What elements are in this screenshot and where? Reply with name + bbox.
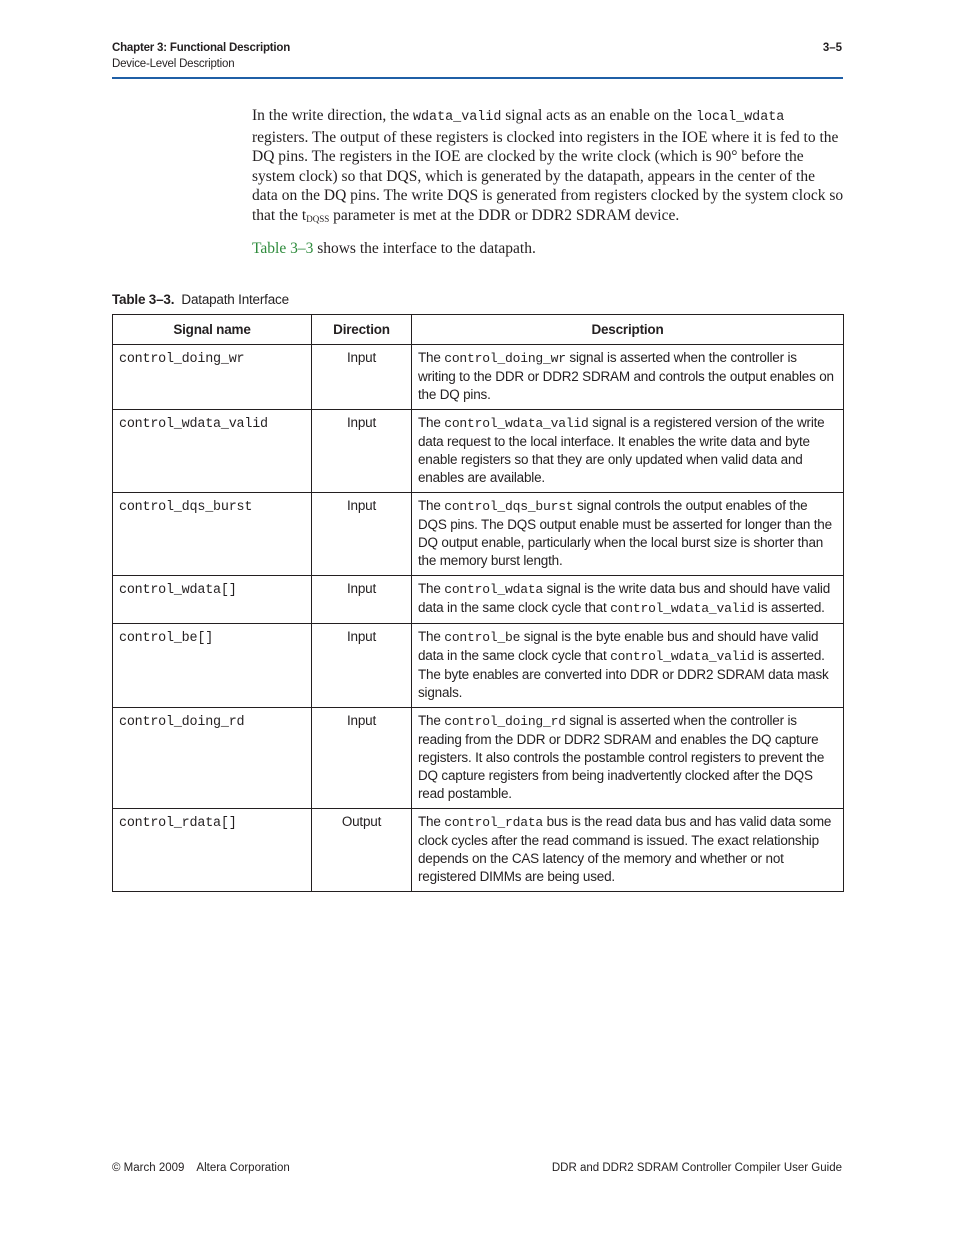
- direction-cell: Input: [312, 410, 412, 493]
- signal-name: control_dqs_burst: [119, 500, 253, 515]
- footer-doc-title: DDR and DDR2 SDRAM Controller Compiler User Guide: [551, 1162, 842, 1174]
- paragraph-write-direction: [252, 106, 844, 230]
- code-signal: control_doing_rd: [444, 714, 566, 729]
- description-cell: [412, 410, 844, 493]
- footer-left: [112, 1162, 290, 1174]
- signal-name: control_wdata[]: [119, 583, 237, 598]
- text-run: signal is asserted when the controller is reading from the DDR or DDR2 SDRAM and enables the DQ capture registers. It also controls the postamble control registers to prevent the DQ capture registers from being inadvertently clocked after the DQS read postamble.: [418, 713, 825, 801]
- direction-cell: Input: [312, 576, 412, 624]
- code-wdata-valid: wdata_valid: [412, 110, 502, 125]
- code-signal: control_wdata_valid: [444, 416, 589, 431]
- signal-name: control_doing_rd: [119, 715, 245, 730]
- footer-company: Altera Corporation: [196, 1162, 290, 1174]
- paragraph-table-reference: [252, 239, 844, 259]
- body-text: [252, 106, 844, 267]
- direction-cell: Output: [312, 809, 412, 892]
- signal-cell: [113, 708, 312, 809]
- text-run: The: [418, 581, 445, 596]
- description-cell: [412, 576, 844, 624]
- text-run: registers. The output of these registers is clocked into registers in the IOE where it is fed to the DQ pins. The registers in the IOE are clocked by the write clock (which is 90° before the system clock) so that DQS, which is generated by the datapath, appears in the center of the data on the DQ pins. The write DQS is generated from registers clocked by the system clock so that the t: [252, 128, 844, 224]
- direction-cell: Input: [312, 493, 412, 576]
- table-row: [113, 410, 844, 493]
- chapter-title: Chapter 3: Functional Description: [112, 42, 291, 54]
- header-signal-name: Signal name: [113, 315, 312, 345]
- code-signal: control_doing_wr: [444, 351, 566, 366]
- code-signal: control_wdata: [444, 582, 544, 597]
- table-row: [113, 576, 844, 624]
- text-run: The: [418, 629, 445, 644]
- signal-name: control_rdata[]: [119, 816, 237, 831]
- signal-cell: [113, 809, 312, 892]
- header-rule: [112, 77, 843, 79]
- text-run: signal is asserted when the controller is writing to the DDR or DDR2 SDRAM and controls the output enables on the DQ pins.: [418, 350, 834, 402]
- text-run: The: [418, 713, 445, 728]
- table-row: [113, 345, 844, 410]
- code-signal: control_be: [444, 630, 521, 645]
- code-local-wdata: local_wdata: [695, 110, 785, 125]
- table-3-3-link[interactable]: Table 3–3: [252, 239, 314, 257]
- text-run: In the write direction, the: [252, 107, 413, 124]
- table-row: [113, 493, 844, 576]
- text-run: is asserted.: [754, 600, 825, 615]
- text-run: parameter is met at the DDR or DDR2 SDRAM device.: [329, 206, 680, 224]
- page-number: 3–5: [822, 42, 842, 54]
- description-cell: [412, 809, 844, 892]
- table-caption-number: Table 3–3.: [112, 292, 175, 307]
- signal-cell: [113, 345, 312, 410]
- table-caption-title: Datapath Interface: [181, 292, 289, 307]
- subscript-dqss: DQSS: [306, 213, 330, 224]
- signal-cell: [113, 410, 312, 493]
- text-run: shows the interface to the datapath.: [313, 239, 536, 257]
- table-row: [113, 624, 844, 708]
- datapath-interface-table: [112, 314, 844, 892]
- text-run: signal is the byte enable bus and should have valid data in the same clock cycle that: [418, 629, 819, 663]
- text-run: signal is a registered version of the write data request to the local interface. It enables the write data and byte enable registers so that they are only updated when valid data and enables are available.: [418, 415, 825, 485]
- code-signal: control_rdata: [444, 815, 544, 830]
- signal-cell: [113, 624, 312, 708]
- header-description: Description: [412, 315, 844, 345]
- table-row: [113, 809, 844, 892]
- text-run: The: [418, 814, 445, 829]
- description-cell: [412, 624, 844, 708]
- text-run: signal is the write data bus and should have valid data in the same clock cycle that: [418, 581, 831, 615]
- code-signal: control_dqs_burst: [444, 499, 574, 514]
- text-run: The: [418, 415, 445, 430]
- signal-cell: [113, 493, 312, 576]
- signal-cell: [113, 576, 312, 624]
- description-cell: [412, 493, 844, 576]
- description-cell: [412, 345, 844, 410]
- signal-name: control_be[]: [119, 631, 214, 646]
- header-direction: Direction: [312, 315, 412, 345]
- text-run: bus is the read data bus and has valid data some clock cycles after the read command is issued. The exact relationship depends on the CAS latency of the memory and whether or not registered DIMMs are being used.: [418, 814, 832, 884]
- text-run: The: [418, 498, 445, 513]
- table-header-row: [113, 315, 844, 345]
- table-row: [113, 708, 844, 809]
- text-run: The: [418, 350, 445, 365]
- signal-name: control_doing_wr: [119, 352, 245, 367]
- direction-cell: Input: [312, 708, 412, 809]
- text-run: is asserted. The byte enables are converted into DDR or DDR2 SDRAM data mask signals.: [418, 648, 829, 700]
- direction-cell: Input: [312, 345, 412, 410]
- text-run: signal controls the output enables of the DQS pins. The DQS output enable must be asserted for longer than the DQ output enable, particularly when the local burst size is shorter than the memory burst length.: [418, 498, 832, 568]
- footer-date: © March 2009: [112, 1162, 185, 1174]
- code-signal: control_wdata_valid: [610, 601, 755, 616]
- section-title: Device-Level Description: [112, 58, 235, 70]
- signal-name: control_wdata_valid: [119, 417, 268, 432]
- table-caption: [112, 292, 289, 307]
- description-cell: [412, 708, 844, 809]
- direction-cell: Input: [312, 624, 412, 708]
- text-run: signal acts as an enable on the: [501, 107, 696, 124]
- code-signal: control_wdata_valid: [610, 649, 755, 664]
